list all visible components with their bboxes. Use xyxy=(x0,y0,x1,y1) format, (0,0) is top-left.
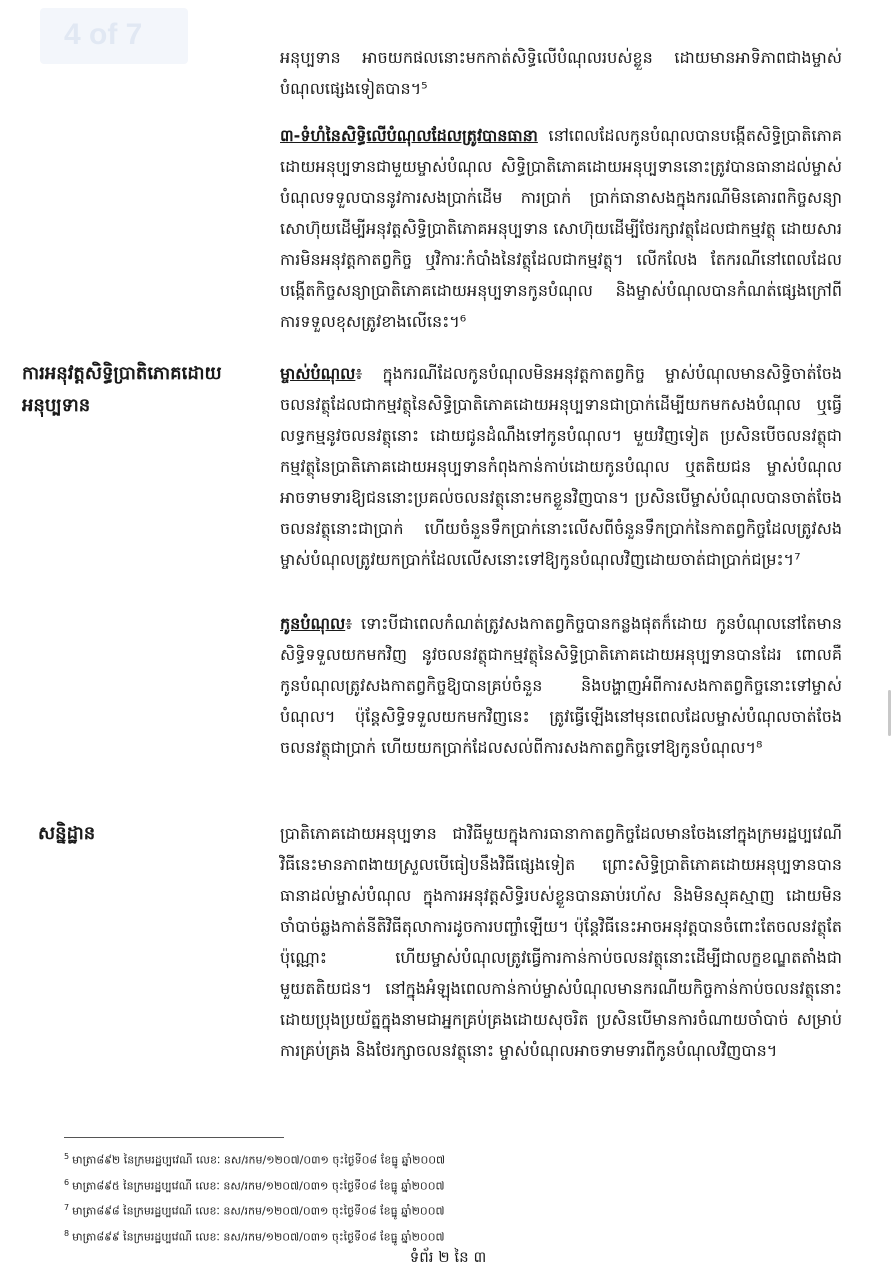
paragraph-4-title: កូនបំណុល xyxy=(280,614,346,633)
paragraph-2-title: ៣-ទំហំនៃសិទ្ធិលើបំណុលដែលត្រូវបានធានា xyxy=(280,126,538,145)
paragraph-2-body: នៅពេលដែលកូនបំណុលបានបង្កើតសិទ្ធិប្រាតិភោគដោយអនុប្បទានជាមួយម្ចាស់បំណុល សិទ្ធិប្រាតិភោគដោយអនុប្បទាននោះត្រូវបានធានាដល់ម្ចាស់បំណុលទទួលបាននូវការសងប្រាក់ដើម ការប្រាក់ ប្រាក់ធានាសងក្នុងករណីមិនគោរពកិច្ចសន្យា សោហ៊ុយដើម្បីអនុវត្តសិទ្ធិប្រាតិភោគអនុប្បទាន សោហ៊ុយដើម្បីថែរក្សាវត្ថុដែលជាកម្មវត្ថុ ដោយសារការមិនអនុវត្តកាតព្វកិច្ច ឬវិការៈកំបាំងនៃវត្ថុដែលជាកម្មវត្ថុ។ លើកលែង តែករណីនៅពេលដែលបង្កើតកិច្ចសន្យាប្រាតិភោគដោយអនុប្បទានកូនបំណុល និងម្ចាស់បំណុលបានកំណត់ផ្សេងក្រៅពីការទទួលខុសត្រូវខាងលើនេះ។⁶ xyxy=(280,126,842,331)
footnote-item xyxy=(64,1223,704,1249)
page-count-text: 4 of 7 xyxy=(64,18,143,51)
paragraph-3-body: ៖ ក្នុងករណីដែលកូនបំណុលមិនអនុវត្តកាតព្វកិច្ច ម្ចាស់បំណុលមានសិទ្ធិចាត់ចែងចលនវត្ថុដែលជាកម្មវត្ថុនៃសិទ្ធិប្រាតិភោគដោយអនុប្បទានជាប្រាក់ដើម្បីយកមកសងបំណុល ឬធ្វើលទ្ធកម្មនូវចលនវត្ថុនោះ ដោយជូនដំណឹងទៅកូនបំណុល។ មួយវិញទៀត ប្រសិនបើចលនវត្ថុជាកម្មវត្ថុនៃប្រាតិភោគដោយអនុប្បទានកំពុងកាន់កាប់ដោយកូនបំណុល ឬតតិយជន ម្ចាស់បំណុលអាចទាមទារឱ្យជននោះប្រគល់ចលនវត្ថុនោះមកខ្លួនវិញបាន។ ប្រសិនបើម្ចាស់បំណុលបានចាត់ចែងចលនវត្ថុនោះជាប្រាក់ ហើយចំនួនទឹកប្រាក់នោះលើសពីចំនួនទឹកប្រាក់នៃកាតព្វកិច្ចដែលត្រូវសង ម្ចាស់បំណុលត្រូវយកប្រាក់ដែលលើសនោះទៅឱ្យកូនបំណុលវិញដោយចាត់ជាប្រាក់ជម្រះ។⁷ xyxy=(280,364,842,569)
footnote-item xyxy=(64,1197,704,1223)
footnote-number: 7 xyxy=(64,1203,70,1213)
footnote-text: មាត្រា៨៩៥ នៃក្រមរដ្ឋប្បវេណី លេខៈ នស/រកម/១២០៧/០៣១ ចុះថ្ងៃទី០៨ ខែធ្នូ ឆ្នាំ២០០៧ xyxy=(72,1179,445,1193)
footnote-item xyxy=(64,1172,704,1198)
footnote-number: 8 xyxy=(64,1228,70,1238)
page-number: ទំព័រ ២ នៃ ៣ xyxy=(409,1248,487,1266)
footnotes xyxy=(64,1146,704,1249)
footnote-item xyxy=(64,1146,704,1172)
footnote-divider xyxy=(64,1137,284,1138)
footnote-number: 5 xyxy=(64,1152,70,1161)
paragraph-3-title: ម្ចាស់បំណុល xyxy=(280,364,356,383)
paragraph-2 xyxy=(280,120,842,337)
section-heading-conclusion: សន្និដ្ឋាន xyxy=(38,823,96,844)
paragraph-1: អនុប្បទាន អាចយកផលនោះមកកាត់សិទ្ធិលើបំណុលរបស់ខ្លួន ដោយមានអាទិភាពជាងម្ចាស់បំណុលផ្សេងទៀតបាន។⁵ xyxy=(280,48,842,98)
paragraph-3 xyxy=(280,358,842,575)
footnote-number: 6 xyxy=(64,1177,70,1187)
paragraph-4-body: ៖ ទោះបីជាពេលកំណត់ត្រូវសងកាតព្វកិច្ចបានកន្លងផុតក៏ដោយ កូនបំណុលនៅតែមានសិទ្ធិទទួលយកមកវិញ នូវចលនវត្ថុជាកម្មវត្ថុនៃសិទ្ធិប្រាតិភោគដោយអនុប្បទានបានដែរ ពោលគឺ កូនបំណុលត្រូវសងកាតព្វកិច្ចឱ្យបានគ្រប់ចំនួន និងបង្ហាញអំពីការសងកាតព្វកិច្ចនោះទៅម្ចាស់បំណុល។ ប៉ុន្តែសិទ្ធិទទួលយកមកវិញនេះ ត្រូវធ្វើឡើងនៅមុនពេលដែលម្ចាស់បំណុលចាត់ចែងចលនវត្ថុជាប្រាក់ ហើយយកប្រាក់ដែលសល់ពីការសងកាតព្វកិច្ចទៅឱ្យកូនបំណុល។⁸ xyxy=(280,614,842,757)
section-heading-enforcement: ការអនុវត្តសិទ្ធិប្រាតិភោគដោយអនុប្បទាន xyxy=(22,363,222,416)
scrollbar-thumb[interactable] xyxy=(888,690,891,736)
page-count-badge xyxy=(40,8,188,64)
paragraph-4 xyxy=(280,608,842,763)
footnote-text: មាត្រា៨៩៨ នៃក្រមរដ្ឋប្បវេណី លេខៈ នស/រកម/១២០៧/០៣១ ចុះថ្ងៃទី០៨ ខែធ្នូ ឆ្នាំ២០០៧ xyxy=(72,1204,445,1218)
footnote-text: មាត្រា៨៩២ នៃក្រមរដ្ឋប្បវេណី លេខៈ នស/រកម/១២០៧/០៣១ ចុះថ្ងៃទី០៨ ខែធ្នូ ឆ្នាំ២០០៧ xyxy=(72,1153,446,1167)
paragraph-5: ប្រាតិភោគដោយអនុប្បទាន ជាវិធីមួយក្នុងការធានាកាតព្វកិច្ចដែលមានចែងនៅក្នុងក្រមរដ្ឋប្បវេណី វិធីនេះមានភាពងាយស្រួលបើធៀបនឹងវិធីផ្សេងទៀត ព្រោះសិទ្ធិប្រាតិភោគដោយអនុប្បទានបានធានាដល់ម្ចាស់បំណុល ក្នុងការអនុវត្តសិទ្ធិរបស់ខ្លួនបានឆាប់រហ័ស និងមិនស្មុគស្មាញ ដោយមិនចាំបាច់ឆ្លងកាត់នីតិវិធីតុលាការដូចការបញ្ចាំឡើយ។ ប៉ុន្តែវិធីនេះអាចអនុវត្តបានចំពោះតែចលនវត្ថុតែប៉ុណ្ណោះ ហើយម្ចាស់បំណុលត្រូវធ្វើការកាន់កាប់ចលនវត្ថុនោះដើម្បីជាលក្ខខណ្ឌតតាំងជាមួយតតិយជន។ នៅក្នុងអំឡុងពេលកាន់កាប់ម្ចាស់បំណុលមានករណីយកិច្ចកាន់កាប់ចលនវត្ថុនោះដោយប្រុងប្រយ័ត្នក្នុងនាមជាអ្នកគ្រប់គ្រងដោយសុចរិត ប្រសិនបើមានការចំណាយចាំបាច់ សម្រាប់ការគ្រប់គ្រង និងថែរក្សាចលនវត្ថុនោះ ម្ចាស់បំណុលអាចទាមទារពីកូនបំណុលវិញបាន។ xyxy=(280,824,842,1060)
footnote-text: មាត្រា៨៩៩ នៃក្រមរដ្ឋប្បវេណី លេខៈ នស/រកម/១២០៧/០៣១ ចុះថ្ងៃទី០៨ ខែធ្នូ ឆ្នាំ២០០៧ xyxy=(72,1230,445,1244)
